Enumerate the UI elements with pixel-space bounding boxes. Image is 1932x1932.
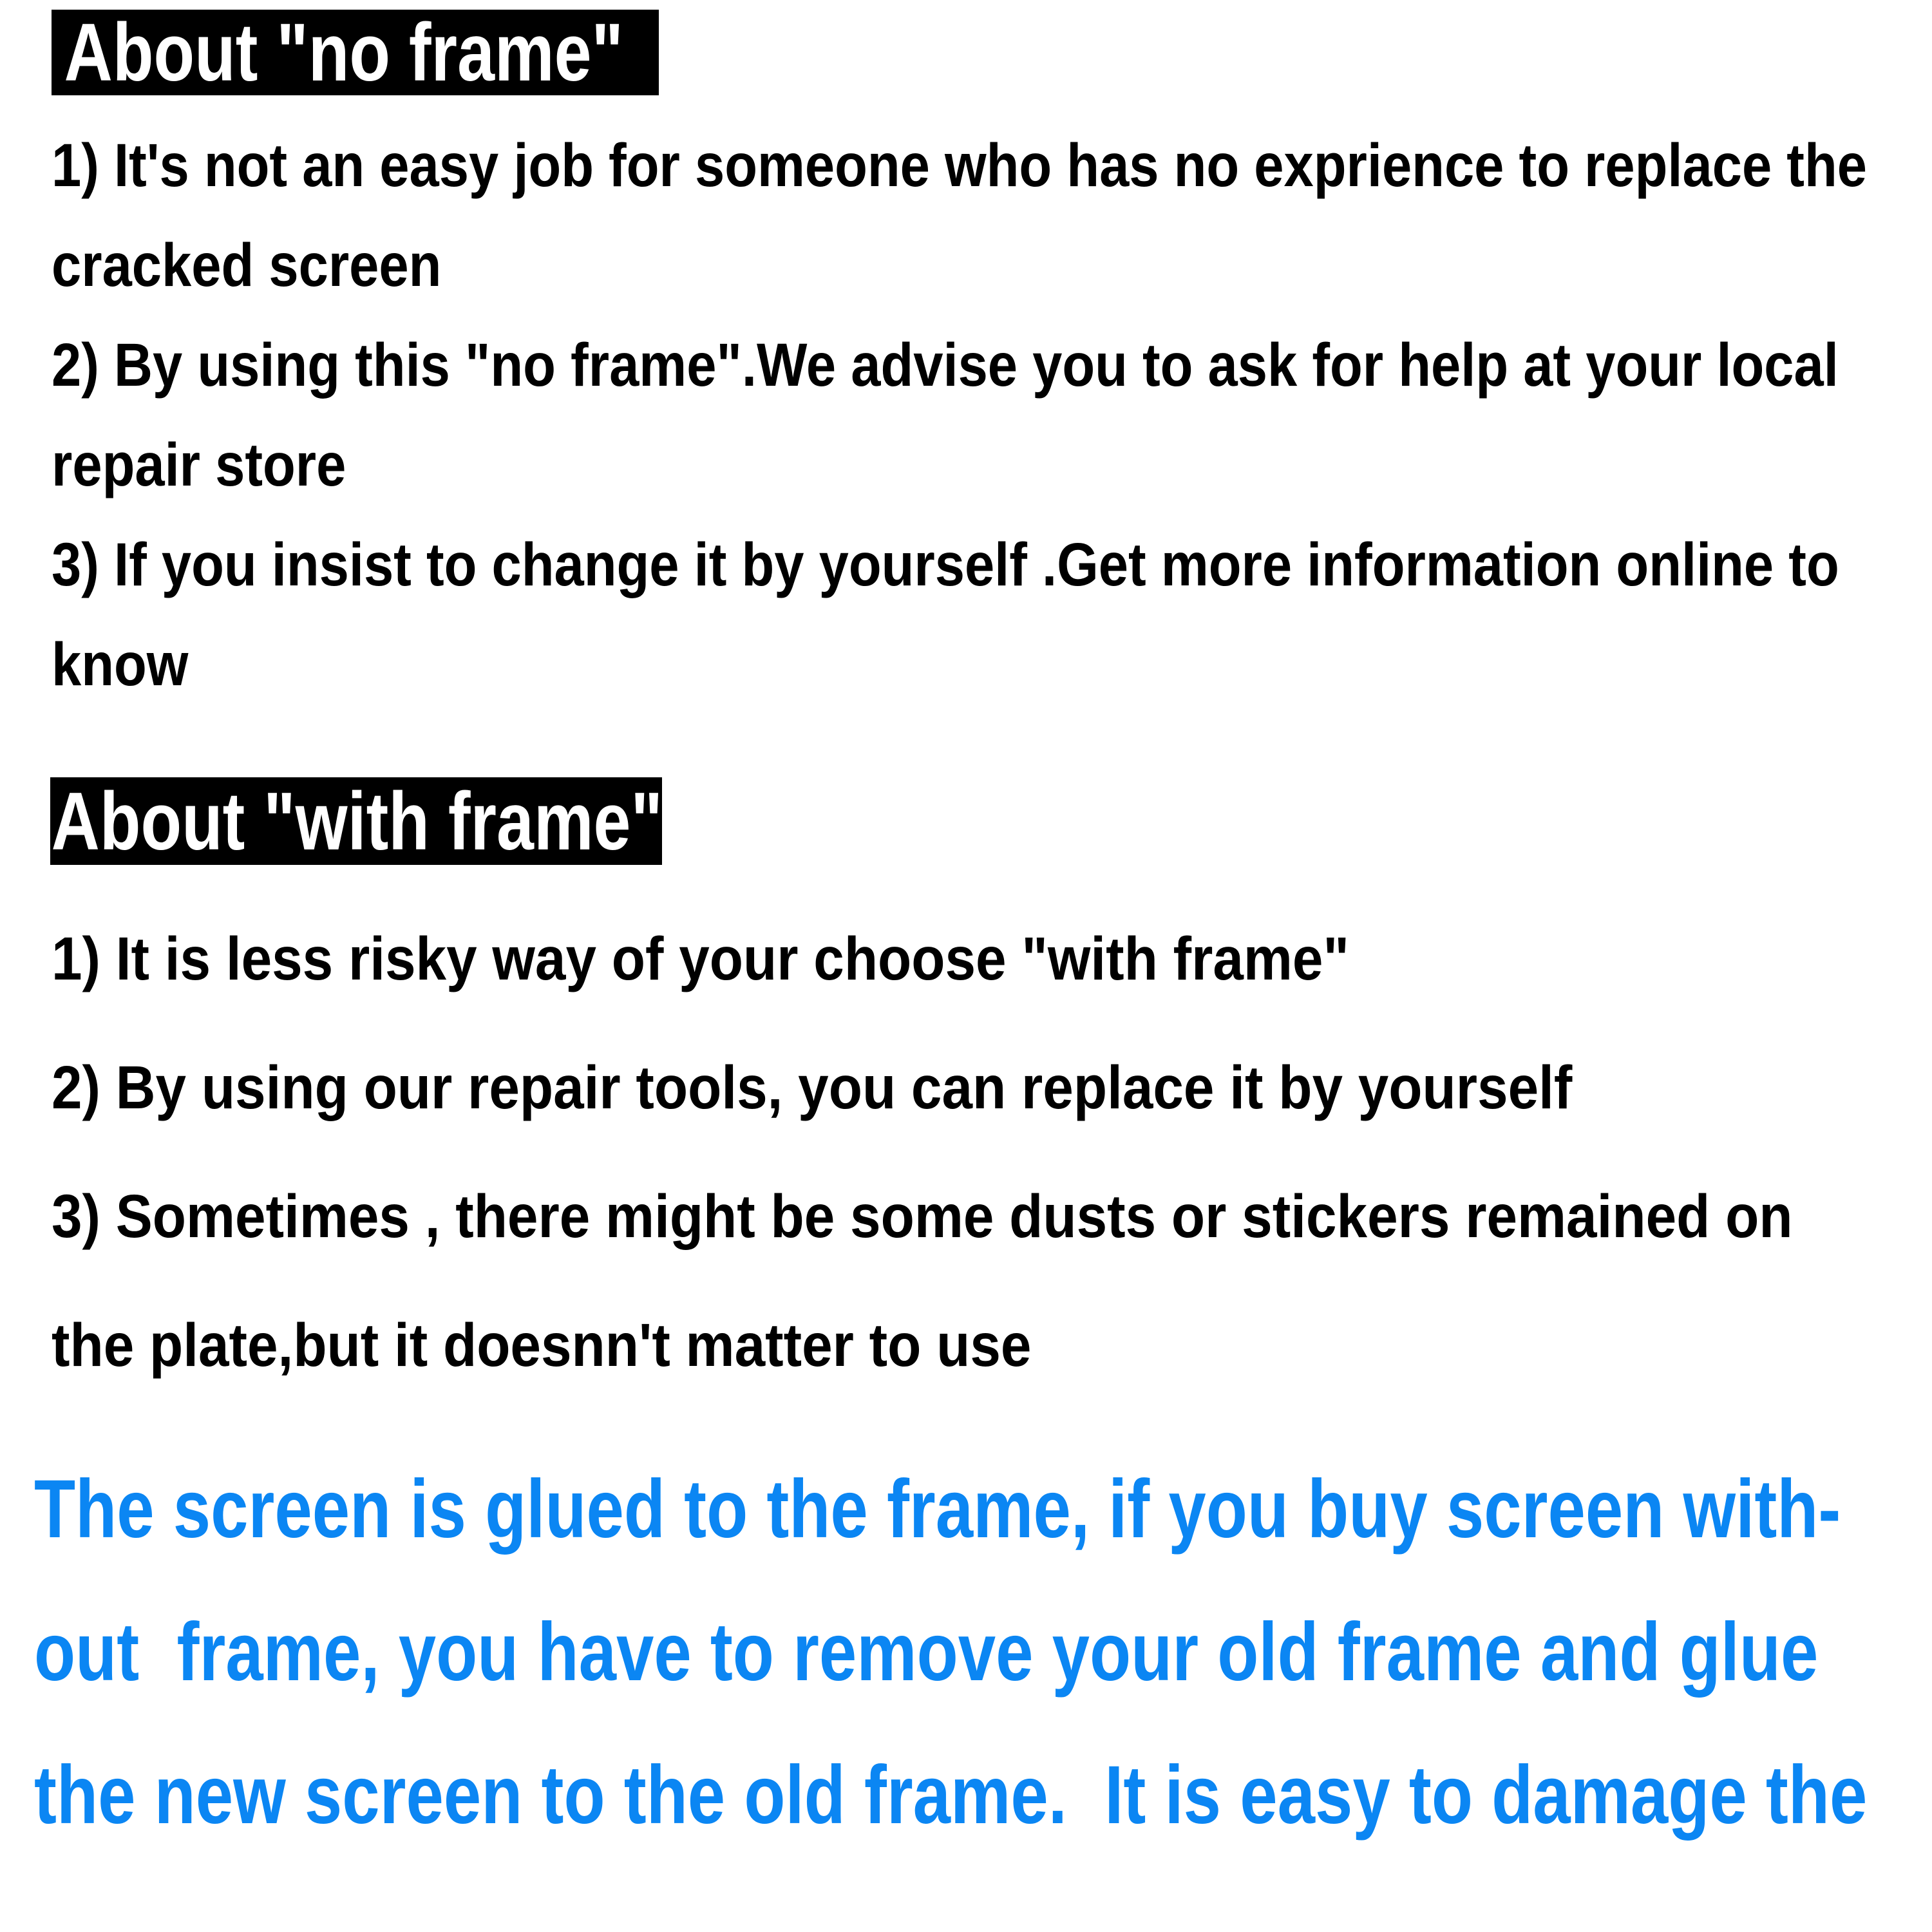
section-header-no-frame-label: About "no frame": [64, 6, 623, 98]
instruction-line: cracked screen: [52, 231, 442, 299]
instruction-line: the plate,but it doesnn't matter to use: [52, 1311, 1032, 1379]
section-header-no-frame: [52, 6, 659, 98]
instruction-line: 3) If you insist to change it by yourself .Get more information online to: [52, 531, 1839, 599]
instruction-line: know: [52, 630, 189, 699]
instruction-line: 2) By using this "no frame".We advise you to ask for help at your local: [52, 331, 1839, 399]
glue-warning-note: [34, 1438, 1932, 1867]
note-line: the new screen to the old frame. It is easy to damage the: [34, 1749, 1868, 1841]
instruction-line: 3) Sometimes , there might be some dusts or stickers remained on: [52, 1182, 1793, 1251]
no-frame-instructions: [52, 116, 1932, 715]
instruction-line: repair store: [52, 431, 346, 499]
with-frame-instructions: [52, 895, 1932, 1410]
section-header-with-frame-label: About "with frame": [51, 775, 663, 867]
section-header-with-frame: [50, 777, 662, 865]
instruction-line: 1) It is less risky way of your choose "with frame": [52, 925, 1350, 993]
instruction-line: 2) By using our repair tools, you can replace it by yourself: [52, 1054, 1573, 1122]
instruction-line: 1) It's not an easy job for someone who has no exprience to replace the: [52, 131, 1867, 200]
note-line: The screen is glued to the frame, if you buy screen with-: [34, 1463, 1841, 1555]
note-line: out frame, you have to remove your old frame and glue: [34, 1606, 1819, 1698]
